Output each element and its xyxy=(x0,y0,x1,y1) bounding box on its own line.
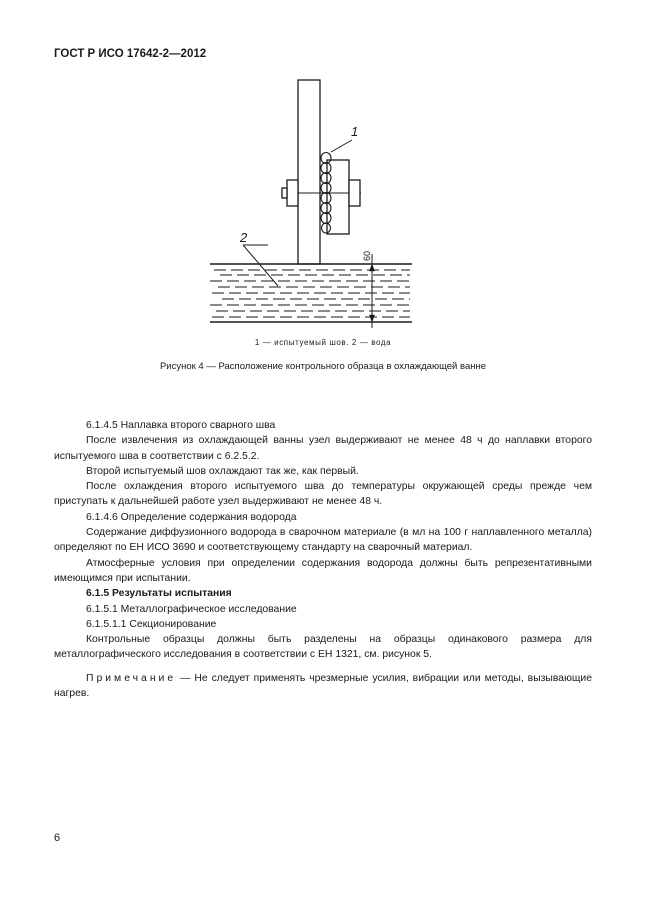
water-lines xyxy=(210,270,410,317)
figure-legend: 1 — испытуемый шов. 2 — вода xyxy=(254,338,392,347)
callout-2: 2 xyxy=(240,230,248,245)
paragraph: После извлечения из охлаждающей ванны узел выдерживают не менее 48 ч до наплавки второго испытуемого шва в соответствии с 6.2.5.2. xyxy=(54,435,592,462)
paragraph: 6.1.5.1 Металлографическое исследование xyxy=(86,603,297,615)
document-header: ГОСТ Р ИСО 17642-2—2012 xyxy=(54,48,207,60)
page-number: 6 xyxy=(54,832,61,844)
figure-drawing xyxy=(200,78,430,328)
paragraph: Контрольные образцы должны быть разделены на образцы одинакового размера для металлографического исследования в соответствии с ЕН 1321, см. рисунок 5. xyxy=(54,634,592,661)
section-heading: 6.1.5 Результаты испытания xyxy=(86,588,232,600)
paragraph: После охлаждения второго испытуемого шва до температуры окружающей среды прежде чем приступать к дальнейшей работе узел выдерживают не менее 48 ч. xyxy=(54,481,592,508)
note-text: — Не следует применять чрезмерные усилия, вибрации или методы, вызывающие нагрев. xyxy=(54,672,592,700)
note xyxy=(54,671,592,702)
paragraph: Содержание диффузионного водорода в сварочном материале (в мл на 100 г наплавленного металла) определяют по ЕН ИСО 3690 и соответствующему стандарту на сварочный материал. xyxy=(54,527,592,554)
dimension-label: 60 xyxy=(362,250,372,261)
body-text xyxy=(54,418,592,701)
bolt-head-left xyxy=(287,180,298,206)
note-label: Примечание xyxy=(86,672,177,684)
vertical-plate xyxy=(298,80,320,264)
paragraph: Второй испытуемый шов охлаждают так же, как первый. xyxy=(86,465,359,477)
paragraph: 6.1.5.1.1 Секционирование xyxy=(86,618,217,630)
callout-1: 1 xyxy=(351,124,359,139)
paragraph: Атмосферные условия при определении содержания водорода должны быть репрезентативными имеющимся при испытании. xyxy=(54,557,592,584)
paragraph: 6.1.4.5 Наплавка второго сварного шва xyxy=(86,420,276,431)
figure-caption: Рисунок 4 — Расположение контрольного образца в охлаждающей ванне xyxy=(159,361,487,372)
figure-4 xyxy=(200,78,430,328)
paragraph: 6.1.4.6 Определение содержания водорода xyxy=(86,511,297,523)
bolt-nut-right xyxy=(349,180,360,206)
